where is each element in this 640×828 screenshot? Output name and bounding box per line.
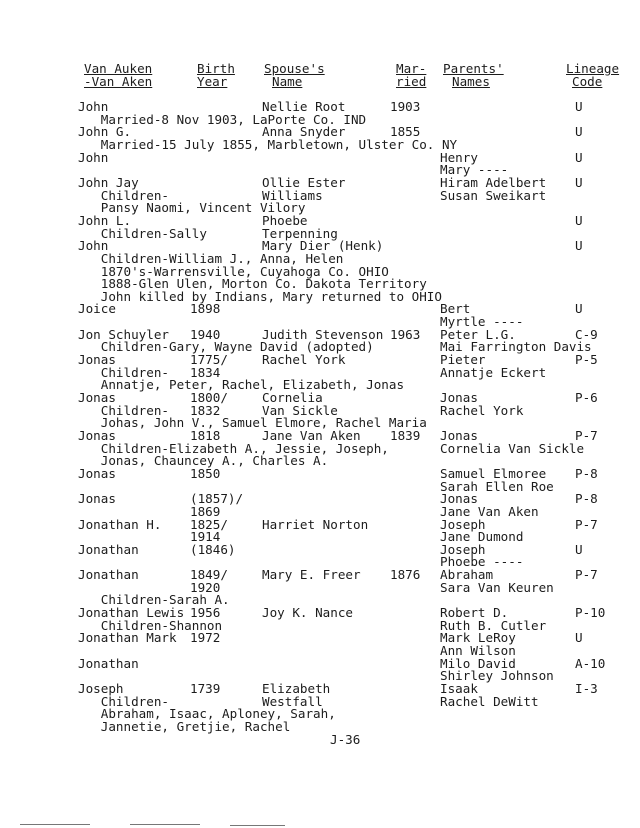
header-col-married-line1: Mar- bbox=[396, 61, 427, 76]
name-cell: Jonas, Chauncey A., Charles A. bbox=[78, 453, 329, 469]
name-cell: Johas, John V., Samuel Elmore, Rachel Maria bbox=[78, 415, 427, 431]
name-cell: Pansy Naomi, Vincent Vilory bbox=[78, 200, 306, 216]
parents-cell: Peter L.G. bbox=[440, 326, 516, 342]
parents-cell: Jonas bbox=[440, 389, 478, 405]
header-col-name-line2: -Van Aken bbox=[84, 74, 153, 89]
birth-cell: 1920 bbox=[190, 579, 221, 595]
parents-cell: Joseph bbox=[440, 516, 486, 532]
married-cell: 1855 bbox=[390, 124, 421, 140]
name-cell: Children- bbox=[78, 364, 169, 380]
name-cell: Married-15 July 1855, Marbletown, Ulster Co. NY bbox=[78, 136, 458, 152]
name-cell: Jonathan bbox=[78, 655, 139, 671]
name-cell: Jonas bbox=[78, 491, 116, 507]
name-cell: Jon Schuyler bbox=[78, 326, 169, 342]
spouse-cell: Harriet Norton bbox=[262, 516, 369, 532]
married-cell: 1963 bbox=[390, 326, 421, 342]
name-cell: Children-Sally bbox=[78, 225, 207, 241]
header-col-lineage-line2: Code bbox=[572, 76, 603, 89]
parents-cell: Samuel Elmoree bbox=[440, 465, 547, 481]
parents-cell: Bert bbox=[440, 301, 471, 317]
parents-cell: Susan Sweikart bbox=[440, 187, 547, 203]
parents-cell: Mark LeRoy bbox=[440, 630, 516, 646]
header-col-lineage-line1: Lineage bbox=[566, 61, 620, 76]
birth-cell: 1849/ bbox=[190, 567, 228, 582]
name-cell: Joseph bbox=[78, 680, 124, 696]
spouse-cell: Anna Snyder bbox=[262, 124, 346, 140]
name-cell: John bbox=[78, 149, 109, 165]
spouse-cell: Mary Dier (Henk) bbox=[262, 238, 384, 254]
name-cell: Jonathan Lewis bbox=[78, 605, 185, 620]
name-cell: Jonathan Mark bbox=[78, 630, 177, 646]
spouse-cell: Terpenning bbox=[262, 225, 338, 241]
parents-cell: Abraham bbox=[440, 567, 494, 582]
married-cell: 1839 bbox=[390, 427, 421, 443]
parents-cell: Isaak bbox=[440, 680, 478, 696]
name-cell: Married-8 Nov 1903, LaPorte Co. IND bbox=[78, 111, 367, 127]
married-cell: 1876 bbox=[390, 567, 421, 582]
spouse-cell: Mary E. Freer bbox=[262, 567, 361, 582]
parents-cell: Shirley Johnson bbox=[440, 668, 554, 684]
parents-cell: Jane Van Aken bbox=[440, 503, 539, 519]
header-col-spouse-line1: Spouse's bbox=[264, 61, 325, 76]
name-cell: Jonas bbox=[78, 352, 116, 367]
scan-mark-1 bbox=[20, 824, 90, 825]
header-col-birth-line2: Year bbox=[197, 74, 228, 89]
parents-cell: Sara Van Keuren bbox=[440, 579, 554, 595]
name-cell: Jonathan bbox=[78, 541, 139, 557]
name-cell: Children-William J., Anna, Helen bbox=[78, 250, 344, 266]
lineage-cell: U bbox=[575, 174, 583, 190]
name-cell: Children-Sarah A. bbox=[78, 592, 230, 608]
parents-cell: Joseph bbox=[440, 541, 486, 557]
lineage-cell: P-7 bbox=[575, 516, 598, 532]
name-cell: Jannetie, Gretjie, Rachel bbox=[78, 718, 291, 734]
birth-cell: 1825/ bbox=[190, 516, 228, 532]
parents-cell: Mary ---- bbox=[440, 162, 509, 178]
birth-cell: 1940 bbox=[190, 326, 221, 342]
name-cell: Jonas bbox=[78, 389, 116, 405]
name-cell: Children- bbox=[78, 402, 169, 418]
parents-cell: Cornelia Van Sickle bbox=[440, 440, 585, 456]
birth-cell: (1857)/ bbox=[190, 491, 244, 507]
birth-cell: 1832 bbox=[190, 402, 221, 418]
name-cell: 1870's-Warrensville, Cuyahoga Co. OHIO bbox=[78, 263, 389, 279]
parents-cell: Robert D. bbox=[440, 605, 509, 620]
header-col-parents-line2: Names bbox=[452, 74, 490, 89]
lineage-cell: P-5 bbox=[575, 352, 598, 367]
header-col-married-line2: ried bbox=[396, 74, 427, 89]
lineage-cell: U bbox=[575, 630, 583, 646]
name-cell: Children-Shannon bbox=[78, 617, 223, 633]
spouse-cell: Ollie Ester bbox=[262, 174, 346, 190]
parents-cell: Mai Farrington Davis bbox=[440, 339, 592, 355]
lineage-cell: U bbox=[575, 238, 583, 254]
parents-cell: Phoebe ---- bbox=[440, 554, 524, 570]
parents-cell: Ruth B. Cutler bbox=[440, 617, 547, 633]
parents-cell: Henry bbox=[440, 149, 478, 165]
lineage-cell: I-3 bbox=[575, 680, 598, 696]
scan-mark-2 bbox=[130, 824, 200, 825]
name-cell: John L. bbox=[78, 212, 132, 228]
spouse-cell: Westfall bbox=[262, 693, 323, 709]
spouse-cell: Jane Van Aken bbox=[262, 427, 361, 443]
birth-cell: 1834 bbox=[190, 364, 221, 380]
lineage-cell: A-10 bbox=[575, 655, 606, 671]
lineage-cell: P-8 bbox=[575, 465, 598, 481]
parents-cell: Pieter bbox=[440, 352, 486, 367]
header-col-birth-line1: Birth bbox=[197, 61, 235, 76]
spouse-cell: Rachel York bbox=[262, 352, 346, 367]
lineage-cell: U bbox=[575, 99, 583, 114]
lineage-cell: U bbox=[575, 124, 583, 140]
name-cell: Children- bbox=[78, 187, 169, 203]
name-cell: John G. bbox=[78, 124, 132, 140]
parents-cell: Milo David bbox=[440, 655, 516, 671]
name-cell: Jonathan H. bbox=[78, 516, 162, 532]
parents-cell: Rachel York bbox=[440, 402, 524, 418]
spouse-cell: Phoebe bbox=[262, 212, 308, 228]
parents-cell: Ann Wilson bbox=[440, 643, 516, 658]
name-cell: Abraham, Isaac, Aploney, Sarah, bbox=[78, 706, 336, 722]
parents-cell: Jonas bbox=[440, 491, 478, 507]
name-cell: Joice bbox=[78, 301, 116, 317]
birth-cell: 1850 bbox=[190, 465, 221, 481]
parents-cell: Jonas bbox=[440, 427, 478, 443]
birth-cell: 1869 bbox=[190, 503, 221, 519]
parents-cell: Annatje Eckert bbox=[440, 364, 547, 380]
birth-cell: 1739 bbox=[190, 680, 221, 696]
header-col-name-line1: Van Auken bbox=[84, 61, 153, 76]
name-cell: John bbox=[78, 238, 109, 254]
lineage-cell: P-6 bbox=[575, 389, 598, 405]
header-col-parents-line1: Parents' bbox=[443, 61, 504, 76]
birth-cell: 1898 bbox=[190, 301, 221, 317]
name-cell: Children- bbox=[78, 693, 169, 709]
spouse-cell: Cornelia bbox=[262, 389, 323, 405]
birth-cell: (1846) bbox=[190, 541, 236, 557]
birth-cell: 1972 bbox=[190, 630, 221, 646]
name-cell: Jonas bbox=[78, 465, 116, 481]
birth-cell: 1956 bbox=[190, 605, 221, 620]
lineage-cell: C-9 bbox=[575, 326, 598, 342]
parents-cell: Jane Dumond bbox=[440, 529, 524, 545]
married-cell: 1903 bbox=[390, 99, 421, 114]
name-cell: Children-Gary, Wayne David (adopted) bbox=[78, 339, 374, 355]
parents-cell: Hiram Adelbert bbox=[440, 174, 547, 190]
parents-cell: Sarah Ellen Roe bbox=[440, 478, 554, 494]
lineage-cell: U bbox=[575, 541, 583, 557]
spouse-cell: Williams bbox=[262, 187, 323, 203]
lineage-cell: U bbox=[575, 149, 583, 165]
name-cell: Annatje, Peter, Rachel, Elizabeth, Jonas bbox=[78, 377, 405, 393]
name-cell: Jonathan bbox=[78, 567, 139, 582]
parents-cell: Myrtle ---- bbox=[440, 314, 524, 330]
spouse-cell: Elizabeth bbox=[262, 680, 331, 696]
header-col-spouse-line2: Name bbox=[272, 74, 303, 89]
lineage-cell: P-7 bbox=[575, 567, 598, 582]
scan-mark-3 bbox=[230, 825, 285, 826]
parents-cell: Rachel DeWitt bbox=[440, 693, 539, 709]
spouse-cell: Judith Stevenson bbox=[262, 326, 384, 342]
lineage-cell: U bbox=[575, 301, 583, 317]
page-number: J-36 bbox=[330, 732, 361, 747]
name-cell: Children-Elizabeth A., Jessie, Joseph, bbox=[78, 440, 389, 456]
spouse-cell: Van Sickle bbox=[262, 402, 338, 418]
lineage-cell: U bbox=[575, 212, 583, 228]
name-cell: John Jay bbox=[78, 174, 139, 190]
name-cell: Jonas bbox=[78, 427, 116, 443]
name-cell: John bbox=[78, 99, 109, 114]
birth-cell: 1800/ bbox=[190, 389, 228, 405]
birth-cell: 1818 bbox=[190, 427, 221, 443]
birth-cell: 1775/ bbox=[190, 352, 228, 367]
name-cell: John killed by Indians, Mary returned to OHIO bbox=[78, 288, 442, 304]
lineage-cell: P-10 bbox=[575, 605, 606, 620]
lineage-cell: P-7 bbox=[575, 427, 598, 443]
spouse-cell: Nellie Root bbox=[262, 99, 346, 114]
name-cell: 1888-Glen Ulen, Morton Co. Dakota Territory bbox=[78, 276, 427, 292]
spouse-cell: Joy K. Nance bbox=[262, 605, 353, 620]
birth-cell: 1914 bbox=[190, 529, 221, 545]
lineage-cell: P-8 bbox=[575, 491, 598, 507]
